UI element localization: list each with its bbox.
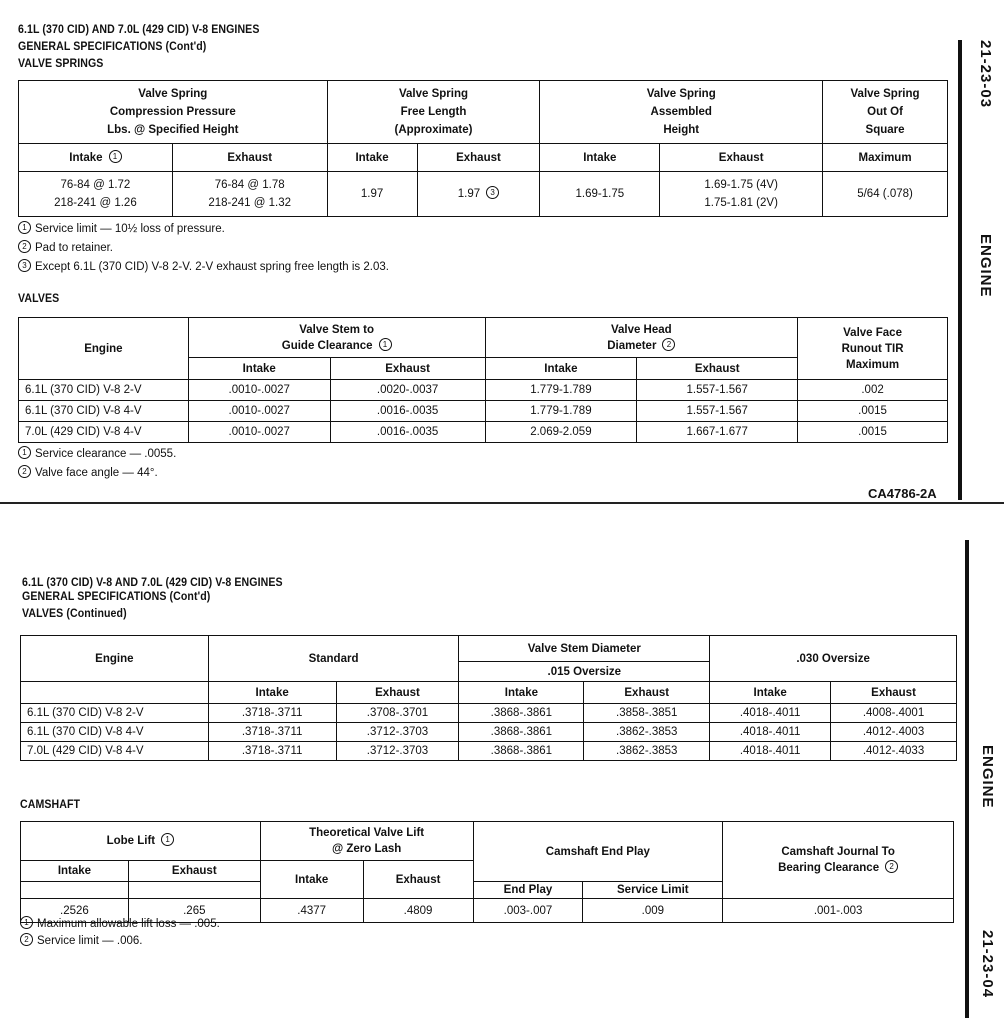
sub-service-limit: Service Limit <box>583 882 723 899</box>
header-stem-diameter: Valve Stem Diameter <box>459 636 710 662</box>
square-max-cell: 5/64 (.078) <box>823 172 948 217</box>
sub-exhaust: Exhaust <box>336 682 459 704</box>
bottom-title: 6.1L (370 CID) V-8 AND 7.0L (429 CID) V-8 ENGINES <box>22 577 283 589</box>
table-row: 6.1L (370 CID) V-8 2-V .0010-.0027 .0020-.0037 1.779-1.789 1.557-1.567 .002 <box>19 380 948 401</box>
asm-intake-cell: 1.69-1.75 <box>540 172 660 217</box>
sub-intake: Intake <box>327 144 417 172</box>
section-valves: VALVES <box>18 293 60 305</box>
bottom-side-label: ENGINE <box>979 745 996 809</box>
note-2: 2 Pad to retainer. <box>18 239 113 258</box>
page-divider <box>0 502 1004 504</box>
header-compression: Valve Spring Compression Pressure Lbs. @ Specified Height <box>19 81 328 144</box>
sub-exhaust: Exhaust <box>831 682 957 704</box>
sub-intake: Intake 1 <box>19 144 173 172</box>
top-side-label: ENGINE <box>977 234 994 298</box>
sub-exhaust: Exhaust <box>330 358 485 380</box>
sub-intake: Intake <box>208 682 336 704</box>
comp-intake-cell: 76-84 @ 1.72 218-241 @ 1.26 <box>19 172 173 217</box>
note-1: 1 Service limit — 10½ loss of pressure. <box>18 220 225 239</box>
section-valves-continued: VALVES (Continued) <box>22 608 127 620</box>
sub-exhaust: Exhaust <box>363 861 473 899</box>
sub-exhaust: Exhaust <box>584 682 710 704</box>
camshaft-table <box>20 821 954 923</box>
top-side-rule <box>958 40 962 500</box>
header-free-length: Valve Spring Free Length (Approximate) <box>327 81 540 144</box>
note-3: 3 Except 6.1L (370 CID) V-8 2-V. 2-V exhaust spring free length is 2.03. <box>18 258 389 277</box>
sub-end-play: End Play <box>473 882 583 899</box>
footnote-1-mark: 1 <box>109 150 122 163</box>
header-guide-clearance: Valve Stem to Guide Clearance 1 <box>188 318 485 358</box>
bottom-side-rule <box>965 540 969 1018</box>
sub-intake: Intake <box>710 682 831 704</box>
table-row: 6.1L (370 CID) V-8 4-V .0010-.0027 .0016-.0035 1.779-1.789 1.557-1.567 .0015 <box>19 401 948 422</box>
header-journal-clearance: Camshaft Journal To Bearing Clearance 2 <box>723 822 954 899</box>
header-lobe-lift: Lobe Lift 1 <box>21 822 261 861</box>
bottom-page-number: 21-23-04 <box>979 930 996 999</box>
sub-exhaust: Exhaust <box>637 358 798 380</box>
header-engine: Engine <box>19 318 189 380</box>
comp-exhaust-cell: 76-84 @ 1.78 218-241 @ 1.32 <box>172 172 327 217</box>
table-row: 7.0L (429 CID) V-8 4-V .3718-.3711 .3712-.3703 .3868-.3861 .3862-.3853 .4018-.4011 .4012-.4033 <box>21 742 957 761</box>
header-runout: Valve Face Runout TIR Maximum <box>798 318 948 380</box>
valves-note-1: 1 Service clearance — .0055. <box>18 445 176 464</box>
sub-intake: Intake <box>540 144 660 172</box>
footnote-3-mark: 3 <box>486 186 499 199</box>
table-row: 6.1L (370 CID) V-8 2-V .3718-.3711 .3708-.3701 .3868-.3861 .3858-.3851 .4018-.4011 .4008-.4001 <box>21 704 957 723</box>
header-theoretical-lift: Theoretical Valve Lift @ Zero Lash <box>260 822 473 861</box>
header-out-of-square: Valve Spring Out Of Square <box>823 81 948 144</box>
valve-springs-table <box>18 80 948 217</box>
sub-exhaust: Exhaust <box>128 861 260 882</box>
valve-stem-table <box>20 635 957 761</box>
sub-exhaust: Exhaust <box>172 144 327 172</box>
valves-note-2: 2 Valve face angle — 44°. <box>18 464 158 483</box>
free-exhaust-cell: 1.97 3 <box>417 172 540 217</box>
header-engine: Engine <box>21 636 209 682</box>
sub-intake: Intake <box>485 358 637 380</box>
asm-exhaust-cell: 1.69-1.75 (4V) 1.75-1.81 (2V) <box>660 172 823 217</box>
header-standard: Standard <box>208 636 459 682</box>
table-row: .2526 .265 .4377 .4809 .003-.007 .009 .001-.003 <box>21 899 954 923</box>
free-intake-cell: 1.97 <box>327 172 417 217</box>
sub-exhaust: Exhaust <box>417 144 540 172</box>
section-camshaft: CAMSHAFT <box>20 799 81 811</box>
header-015-oversize: .015 Oversize <box>459 662 710 682</box>
table-row: 6.1L (370 CID) V-8 4-V .3718-.3711 .3712-.3703 .3868-.3861 .3862-.3853 .4018-.4011 .4012-.4003 <box>21 723 957 742</box>
sub-intake: Intake <box>459 682 584 704</box>
header-head-diameter: Valve Head Diameter 2 <box>485 318 798 358</box>
bottom-subtitle: GENERAL SPECIFICATIONS (Cont'd) <box>22 591 211 603</box>
cam-note-1: 1 Maximum allowable lift loss — .005. <box>20 915 220 934</box>
sub-intake: Intake <box>260 861 363 899</box>
top-subtitle: GENERAL SPECIFICATIONS (Cont'd) <box>18 41 207 53</box>
cam-note-2: 2 Service limit — .006. <box>20 932 142 951</box>
valves-table <box>18 317 948 443</box>
sub-exhaust: Exhaust <box>660 144 823 172</box>
header-end-play: Camshaft End Play <box>473 822 723 882</box>
header-030-oversize: .030 Oversize <box>710 636 957 682</box>
table-row: 7.0L (429 CID) V-8 4-V .0010-.0027 .0016-.0035 2.069-2.059 1.667-1.677 .0015 <box>19 422 948 443</box>
header-assembled-height: Valve Spring Assembled Height <box>540 81 823 144</box>
top-page-number: 21-23-03 <box>977 40 994 109</box>
top-title: 6.1L (370 CID) AND 7.0L (429 CID) V-8 ENGINES <box>18 24 260 36</box>
sub-intake: Intake <box>188 358 330 380</box>
section-valve-springs: VALVE SPRINGS <box>18 58 104 70</box>
sub-maximum: Maximum <box>823 144 948 172</box>
sub-intake: Intake <box>21 861 129 882</box>
reference-code: CA4786-2A <box>868 486 937 501</box>
